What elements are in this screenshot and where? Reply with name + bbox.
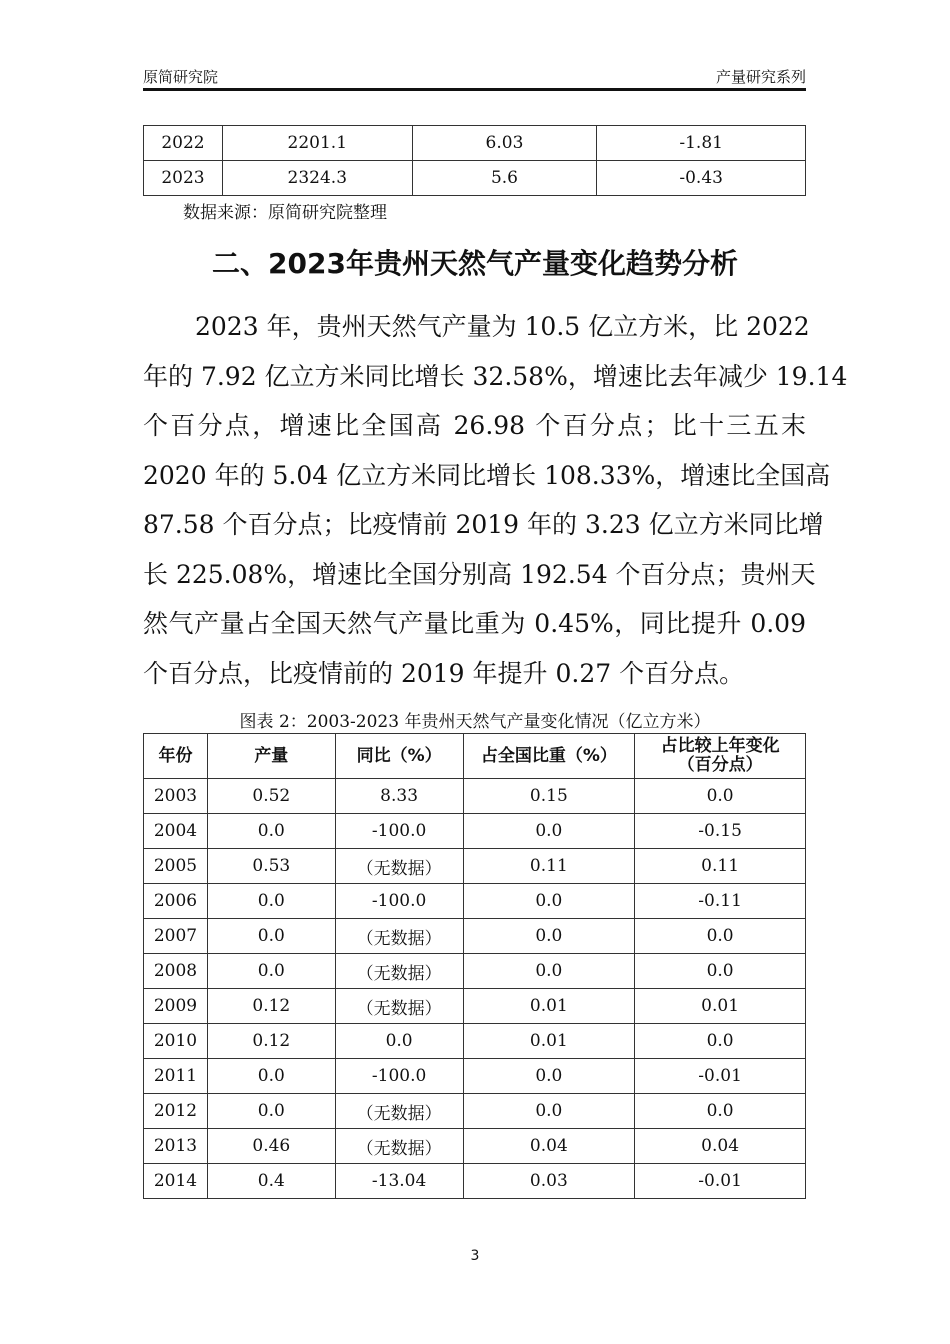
paragraph-line: 2023 年，贵州天然气产量为 10.5 亿立方米，比 2022 (195, 312, 810, 341)
table-cell: （无数据） (335, 919, 463, 954)
table-cell: 2008 (144, 954, 208, 989)
table-cell: 2013 (144, 1129, 208, 1164)
table-cell: 2014 (144, 1164, 208, 1199)
table-row (144, 779, 806, 814)
table-caption: 图表 2：2003-2023 年贵州天然气产量变化情况（亿立方米） (239, 712, 711, 732)
table-cell: （无数据） (335, 1094, 463, 1129)
table-cell: 2009 (144, 989, 208, 1024)
table-cell: 0.15 (463, 779, 635, 814)
table-cell: 2022 (144, 126, 223, 161)
paragraph-line: 个百分点，增速比全国高 26.98 个百分点；比十三五末 (143, 411, 806, 440)
table-cell: 0.01 (635, 989, 806, 1024)
table-row (144, 919, 806, 954)
table-row (144, 814, 806, 849)
table-cell: （无数据） (335, 989, 463, 1024)
table-cell: 0.0 (207, 1094, 335, 1129)
table-cell: 0.4 (207, 1164, 335, 1199)
table-cell: 2012 (144, 1094, 208, 1129)
table-cell: 2006 (144, 884, 208, 919)
table-cell: 0.04 (635, 1129, 806, 1164)
table-row (144, 1164, 806, 1199)
paragraph-line: 然气产量占全国天然气产量比重为 0.45%，同比提升 0.09 (143, 609, 806, 638)
table-cell: 8.33 (335, 779, 463, 814)
table-cell: 0.0 (207, 884, 335, 919)
table-cell: 0.52 (207, 779, 335, 814)
column-header: 年份 (144, 734, 208, 779)
table-row (144, 849, 806, 884)
table-cell: 0.0 (463, 954, 635, 989)
table-row (144, 1094, 806, 1129)
body-paragraph (143, 302, 848, 698)
table-row (144, 161, 806, 196)
table-row (144, 884, 806, 919)
section-title: 二、2023年贵州天然气产量变化趋势分析 (212, 247, 738, 280)
table-cell: -0.01 (635, 1164, 806, 1199)
table-cell: 0.01 (463, 989, 635, 1024)
table-cell: 0.0 (463, 884, 635, 919)
data-source: 数据来源：原简研究院整理 (183, 203, 387, 223)
table-cell: 0.12 (207, 989, 335, 1024)
table-cell: -100.0 (335, 884, 463, 919)
table-cell: -1.81 (597, 126, 806, 161)
table-cell: 0.11 (463, 849, 635, 884)
table-cell: （无数据） (335, 954, 463, 989)
page-header (143, 66, 806, 91)
table-cell: 0.04 (463, 1129, 635, 1164)
table-cell: -0.01 (635, 1059, 806, 1094)
table-cell: （无数据） (335, 849, 463, 884)
table-cell: 2201.1 (222, 126, 412, 161)
table-cell: 2003 (144, 779, 208, 814)
page-number: 3 (470, 1248, 480, 1264)
table-row (144, 1059, 806, 1094)
table-cell: 0.0 (335, 1024, 463, 1059)
table-row (144, 126, 806, 161)
column-header: 产量 (207, 734, 335, 779)
paragraph-line: 长 225.08%，增速比全国分别高 192.54 个百分点；贵州天 (143, 559, 816, 589)
table-cell: 0.0 (635, 1094, 806, 1129)
table-cell: 0.0 (207, 954, 335, 989)
table-row (144, 1129, 806, 1164)
paragraph-line: 年的 7.92 亿立方米同比增长 32.58%，增速比去年减少 19.14 (143, 361, 848, 391)
table-cell: 0.0 (635, 779, 806, 814)
table-cell: 2010 (144, 1024, 208, 1059)
table-cell: 2023 (144, 161, 223, 196)
table-cell: 5.6 (412, 161, 597, 196)
table-cell: 0.0 (463, 1094, 635, 1129)
table-cell: -100.0 (335, 814, 463, 849)
table-cell: 0.11 (635, 849, 806, 884)
paragraph-line: 2020 年的 5.04 亿立方米同比增长 108.33%，增速比全国高 (143, 460, 831, 490)
table-cell: 2005 (144, 849, 208, 884)
table-cell: 2007 (144, 919, 208, 954)
table-cell: 0.03 (463, 1164, 635, 1199)
table-cell: 0.0 (635, 1024, 806, 1059)
table-cell: 2004 (144, 814, 208, 849)
header-left: 原简研究院 (143, 68, 219, 86)
table-row (144, 954, 806, 989)
table-cell: -0.43 (597, 161, 806, 196)
table-cell: 0.0 (463, 814, 635, 849)
table-cell: 2011 (144, 1059, 208, 1094)
column-header: 占全国比重（%） (463, 734, 635, 779)
table-cell: 2324.3 (222, 161, 412, 196)
column-header: 同比（%） (335, 734, 463, 779)
table-continued (143, 125, 806, 196)
table-cell: 0.0 (635, 954, 806, 989)
paragraph-line: 87.58 个百分点；比疫情前 2019 年的 3.23 亿立方米同比增 (143, 510, 824, 539)
table-cell: 0.12 (207, 1024, 335, 1059)
table-header-row (144, 734, 806, 779)
table-cell: -0.15 (635, 814, 806, 849)
table-cell: -0.11 (635, 884, 806, 919)
header-right: 产量研究系列 (715, 68, 806, 86)
paragraph-line: 个百分点，比疫情前的 2019 年提升 0.27 个百分点。 (143, 658, 745, 688)
table-cell: -13.04 (335, 1164, 463, 1199)
table-row (144, 1024, 806, 1059)
table-cell: 0.0 (207, 919, 335, 954)
table-cell: -100.0 (335, 1059, 463, 1094)
column-header: 占比较上年变化（百分点） (635, 734, 806, 779)
table-cell: 0.46 (207, 1129, 335, 1164)
table-cell: 0.0 (635, 919, 806, 954)
table-cell: （无数据） (335, 1129, 463, 1164)
table-cell: 0.0 (207, 1059, 335, 1094)
table-cell: 0.53 (207, 849, 335, 884)
table-row (144, 989, 806, 1024)
table-cell: 0.01 (463, 1024, 635, 1059)
production-table (143, 733, 806, 1199)
table-cell: 0.0 (207, 814, 335, 849)
table-cell: 0.0 (463, 1059, 635, 1094)
table-cell: 6.03 (412, 126, 597, 161)
table-cell: 0.0 (463, 919, 635, 954)
